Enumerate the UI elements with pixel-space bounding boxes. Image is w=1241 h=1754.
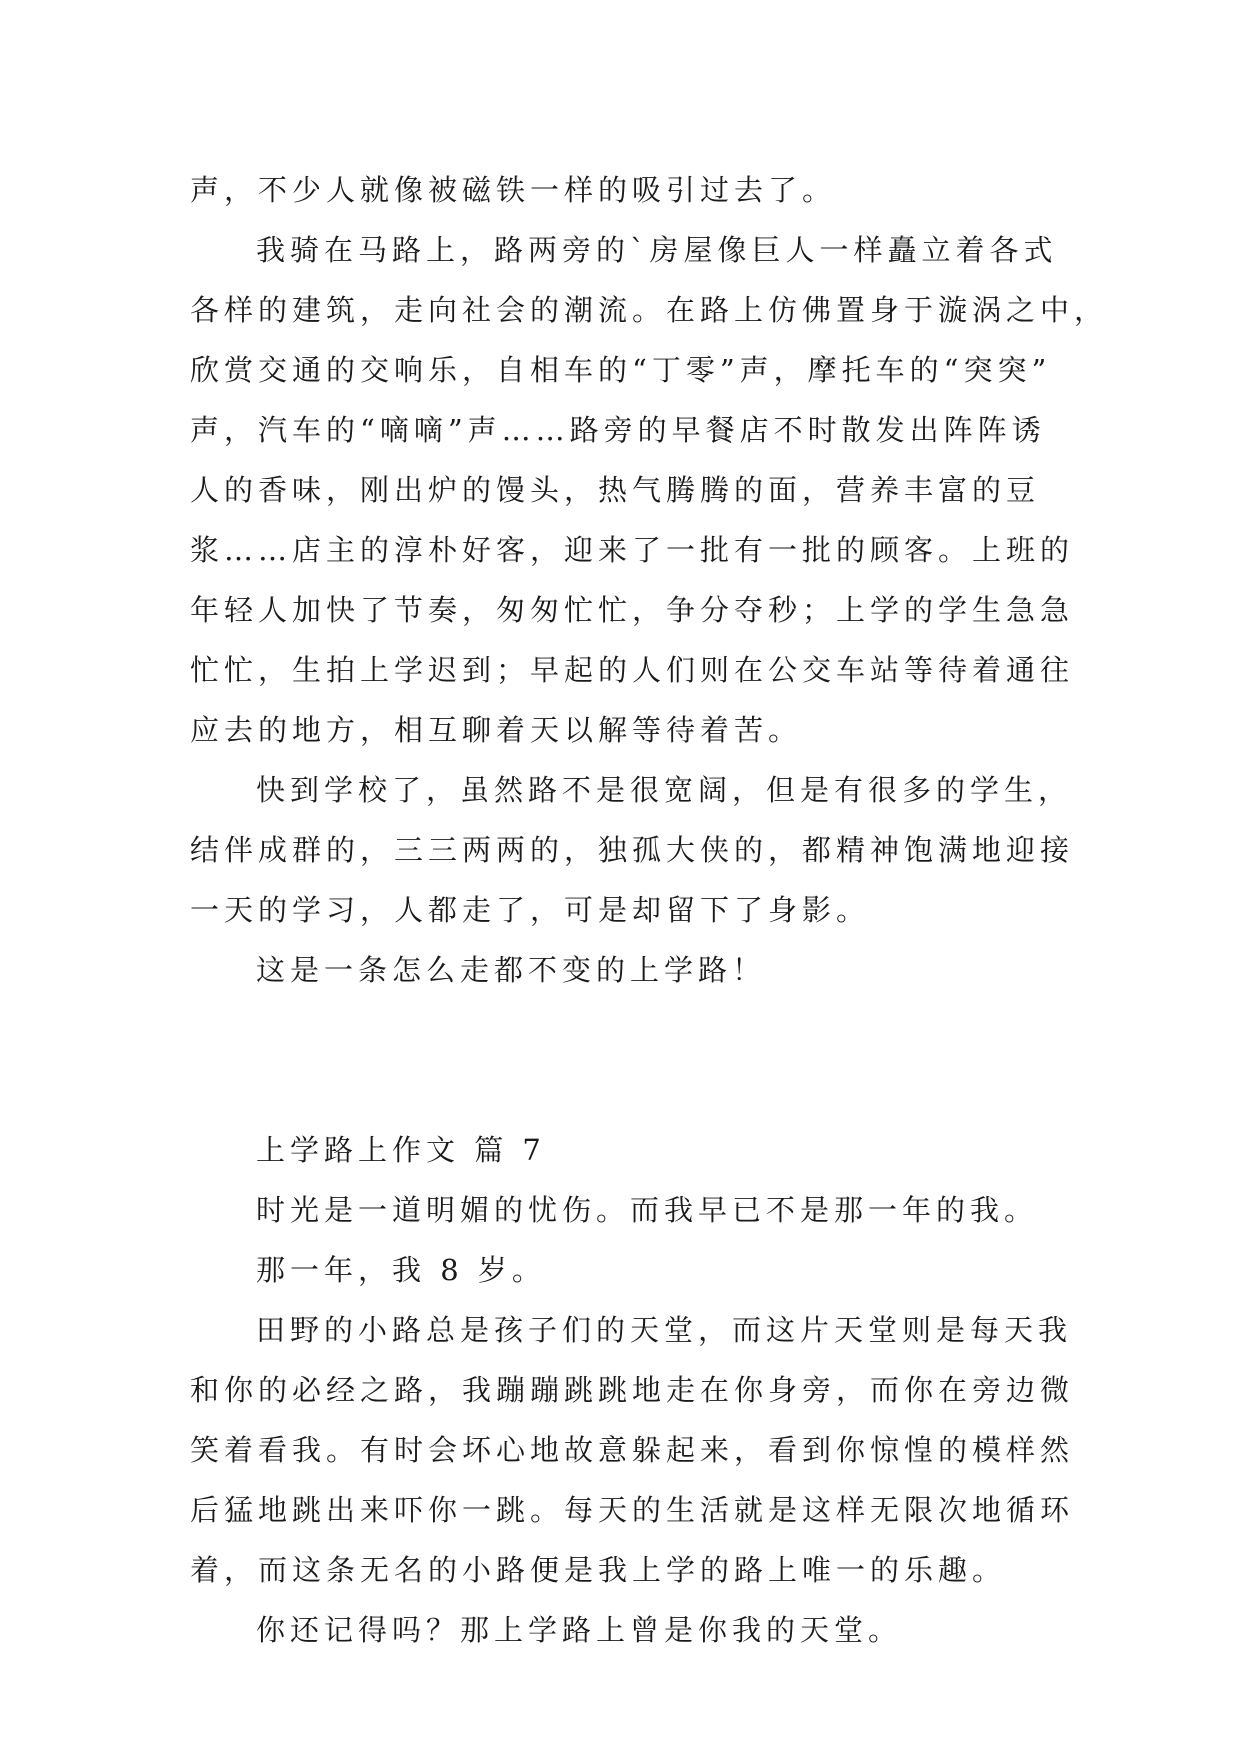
text-line: 欣赏交通的交响乐，自相车的“丁零”声，摩托车的“突突”: [190, 353, 1052, 387]
text-line: 应去的地方，相互聊着天以解等待着苦。: [190, 713, 803, 747]
text-line: 声，汽车的“嘀嘀”声……路旁的早餐店不时散发出阵阵诱: [190, 413, 1046, 447]
text-line: 年轻人加快了节奏，匆匆忙忙，争分夺秒；上学的学生急急: [190, 593, 1075, 627]
paragraph-start-line: 快到学校了，虽然路不是很宽阔，但是有很多的学生，: [256, 773, 1073, 807]
paragraph-start-line: 你还记得吗？那上学路上曾是你我的天堂。: [256, 1613, 903, 1647]
text-line: 后猛地跳出来吓你一跳。每天的生活就是这样无限次地循环: [190, 1493, 1075, 1527]
text-line: 声，不少人就像被磁铁一样的吸引过去了。: [190, 173, 837, 207]
text-line: 结伴成群的，三三两两的，独孤大侠的，都精神饱满地迎接: [190, 833, 1075, 867]
document-body: [190, 160, 1109, 1660]
section-heading: 上学路上作文 篇 7: [256, 1133, 546, 1167]
text-line: 忙忙，生拍上学迟到；早起的人们则在公交车站等待着通往: [190, 653, 1075, 687]
text-line: 一天的学习，人都走了，可是却留下了身影。: [190, 893, 871, 927]
text-line: 着，而这条无名的小路便是我上学的路上唯一的乐趣。: [190, 1553, 1007, 1587]
paragraph-start-line: 我骑在马路上，路两旁的`房屋像巨人一样矗立着各式: [256, 233, 1058, 267]
paragraph-start-line: 那一年，我 8 岁。: [256, 1253, 546, 1287]
section-gap: [190, 1000, 1070, 1120]
paragraph-start-line: 这是一条怎么走都不变的上学路！: [256, 953, 767, 987]
text-line: 笑着看我。有时会坏心地故意躲起来，看到你惊惶的模样然: [190, 1433, 1075, 1467]
text-line: 浆……店主的淳朴好客，迎来了一批有一批的顾客。上班的: [190, 533, 1075, 567]
paragraph-start-line: 田野的小路总是孩子们的天堂，而这片天堂则是每天我: [256, 1313, 1073, 1347]
paragraph-start-line: 时光是一道明媚的忧伤。而我早已不是那一年的我。: [256, 1193, 1039, 1227]
text-line: 各样的建筑，走向社会的潮流。在路上仿佛置身于漩涡之中，: [190, 293, 1109, 327]
text-line: 和你的必经之路，我蹦蹦跳跳地走在你身旁，而你在旁边微: [190, 1373, 1075, 1407]
text-line: 人的香味，刚出炉的馒头，热气腾腾的面，营养丰富的豆: [190, 473, 1041, 507]
